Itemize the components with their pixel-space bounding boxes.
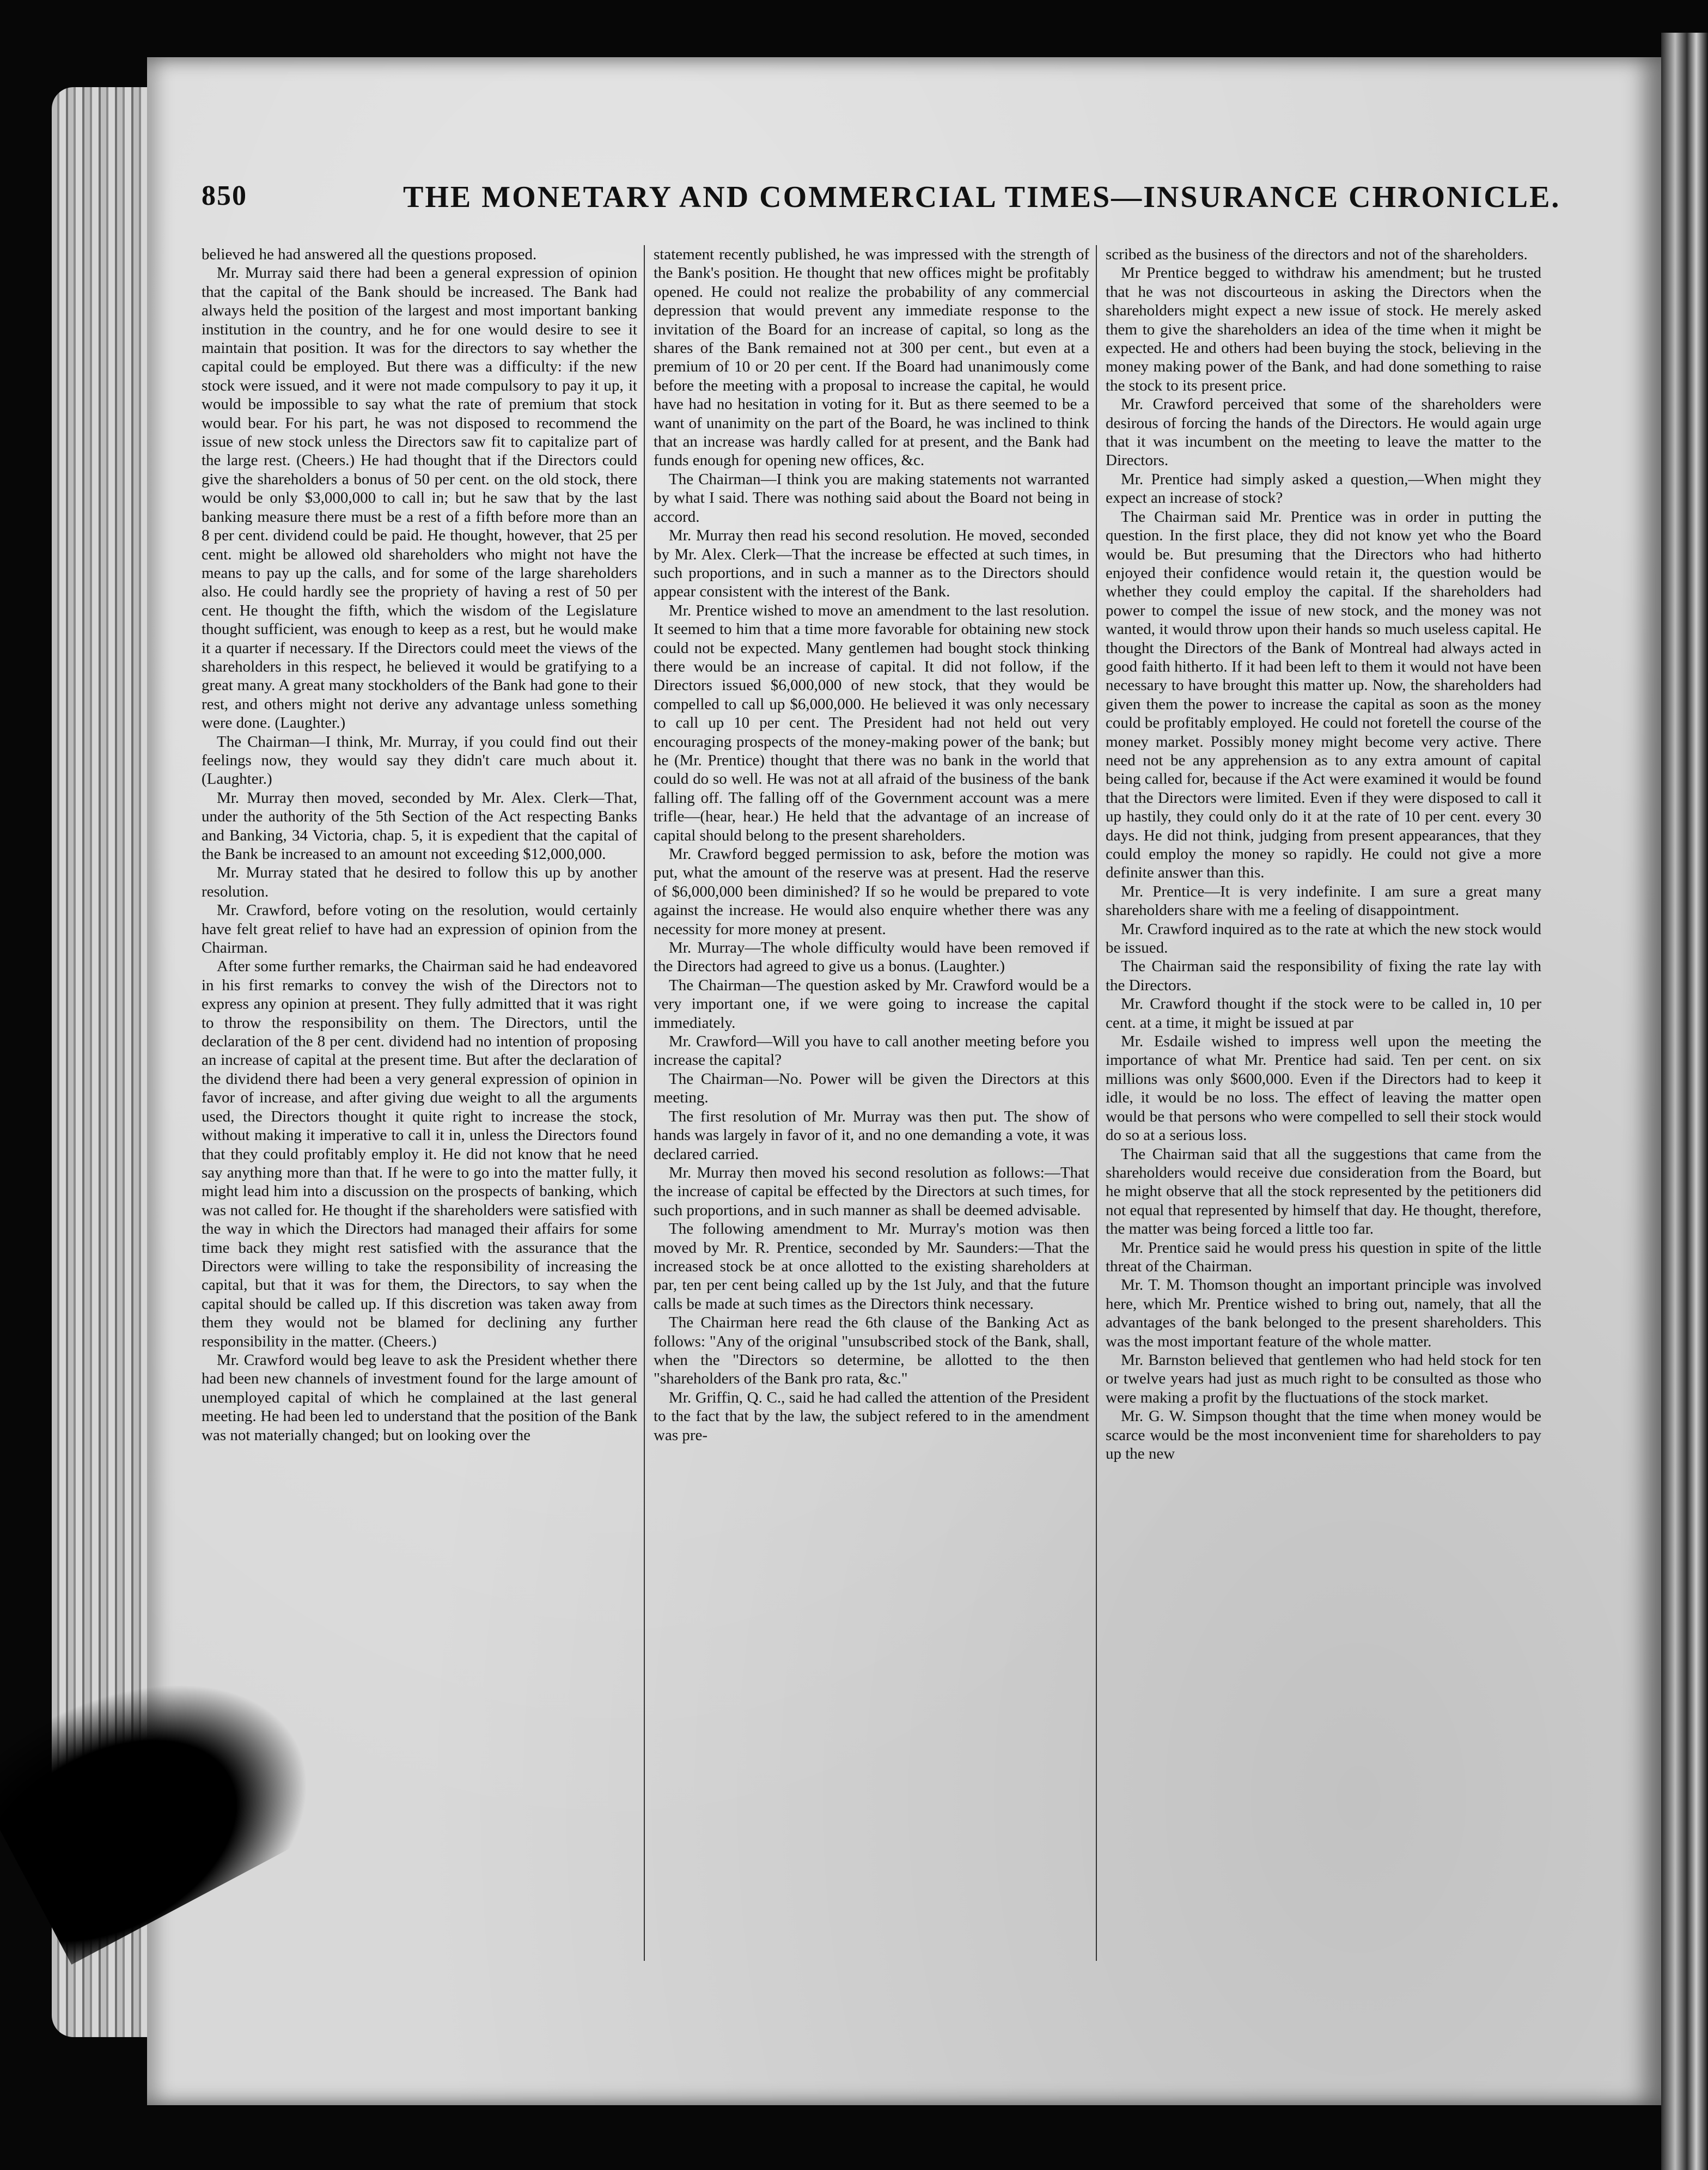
paragraph: scribed as the business of the directors and not of the shareholders. xyxy=(1106,246,1528,263)
paragraph: The first resolution of Mr. Murray was then put. The show of hands was largely in favor of it, and no one demanding a vote, it was declared carried. xyxy=(654,1107,1089,1163)
paragraph: Mr. Griffin, Q. C., said he had called the attention of the President to the fact that by the law, the subject refered to in the amendment was pre- xyxy=(654,1388,1089,1444)
running-title: THE MONETARY AND COMMERCIAL TIMES—INSURANCE CHRONICLE. xyxy=(403,180,1561,214)
paragraph: Mr. Crawford thought if the stock were to be called in, 10 per cent. at a time, it might be issued at par xyxy=(1106,995,1541,1032)
paragraph: Mr. Prentice wished to move an amendment to the last resolution. It seemed to him that a time more favorable for obtaining new stock could not be expected. Many gentlemen had bought stock thinking there would be an increase of capital. It did not follow, if the Directors issued $6,000,000 of new stock, that they would be compelled to call up $6,000,000. He believed it was only necessary to call up 10 per cent. The President had not held out very encouraging prospects of the money-making power of the bank; but he (Mr. Prentice) thought that there was no bank in the world that could do so well. He was not at all afraid of the business of the bank falling off. The falling off of the Government account was a mere trifle—(hear, hear.) He held that the advantage of an increase of capital should belong to the present shareholders. xyxy=(654,601,1089,844)
column-2 xyxy=(654,245,1089,1988)
column-3 xyxy=(1106,245,1541,1988)
page-number: 850 xyxy=(202,180,247,211)
paragraph: Mr. Murray said there had been a general expression of opinion that the capital of the Bank should be increased. The Bank had always held the position of the largest and most important banking institution in the country, and he for one would desire to see it maintain that position. It was for the directors to say whether the capital could be employed. But there was a difficulty: if the new stock were issued, and it were not made compulsory to pay it up, it would be impossible to say what the rate of premium that stock would bear. For his part, he was not disposed to recommend the issue of new stock unless the Directors saw fit to capitalize part of the large rest. (Cheers.) He had thought that if the Directors could give the shareholders a bonus of 50 per cent. on the old stock, there would be only $3,000,000 to call in; but he saw that by the last banking measure there must be a rest of a fifth before more than an 8 per cent. dividend could be paid. He thought, however, that 25 per cent. might be allowed old shareholders who might not have the means to pay up the calls, and for some of the large shareholders also. He could hardly see the propriety of having a rest of 50 per cent. He thought the fifth, which the wisdom of the Legislature thought sufficient, was enough to keep as a rest, but he would make it a quarter if necessary. If the Directors could meet the views of the shareholders in this respect, he believed it would be gratifying to a great many. A great many stockholders of the Bank had gone to their rest, and others might not derive any advantage unless something were done. (Laughter.) xyxy=(202,264,637,732)
paragraph: The Chairman—The question asked by Mr. Crawford would be a very important one, if we were going to increase the capital immediately. xyxy=(654,976,1089,1032)
paragraph: Mr. Crawford—Will you have to call another meeting before you increase the capital? xyxy=(654,1033,1089,1069)
column-rule xyxy=(644,245,645,1961)
paragraph: Mr. Murray stated that he desired to follow this up by another resolution. xyxy=(202,864,637,900)
paragraph: The Chairman said the responsibility of fixing the rate lay with the Directors. xyxy=(1106,958,1541,994)
paragraph: Mr. Crawford begged permission to ask, before the motion was put, what the amount of the reserve was at present. Had the reserve of $6,000,000 been diminished? If so he would be prepared to vote against the increase. He would also enquire whether there was any necessity for more money at present. xyxy=(654,845,1089,938)
article-columns xyxy=(202,245,1547,1988)
paragraph: The Chairman—I think you are making statements not warranted by what I said. There was nothing said about the Board not being in accord. xyxy=(654,470,1089,526)
paragraph: Mr. Crawford perceived that some of the shareholders were desirous of forcing the hands of the Directors. He would again urge that it was incumbent on the meeting to leave the matter to the Directors. xyxy=(1106,395,1541,470)
paragraph: Mr. Murray then moved, seconded by Mr. Alex. Clerk—That, under the authority of the 5th Section of the Act respecting Banks and Banking, 34 Victoria, chap. 5, it is expedient that the capital of the Bank be increased to an amount not exceeding $12,000,000. xyxy=(202,789,637,863)
paragraph: statement recently published, he was impressed with the strength of the Bank's position. He thought that new offices might be profitably opened. He could not realize the probability of any commercial depression that would prevent any immediate response to the invitation of the Board for an increase of capital, so long as the shares of the Bank remained not at 300 per cent., but even at a premium of 10 or 20 per cent. If the Board had unanimously come before the meeting with a proposal to increase the capital, he would have had no hesitation in voting for it. But as there seemed to be a want of unanimity on the part of the Board, he was inclined to think that an increase was hardly called for at present, and the Bank had funds enough for opening new offices, &c. xyxy=(654,246,1089,470)
paragraph: The Chairman said Mr. Prentice was in order in putting the question. In the first place, they did not know yet who the Board would be. But presuming that the Directors who had hitherto enjoyed their confidence would retain it, the question would be whether they could employ the capital. If the shareholders had power to compel the issue of new stock, and the money was not wanted, it would throw upon their hands so much useless capital. He thought the Directors of the Bank of Montreal had always acted in good faith hitherto. If it had been left to them it would not have been necessary to have brought this matter up. Now, the shareholders had given them the power to increase the capital as soon as the money could be profitably employed. He could not foretell the course of the money market. Possibly money might become very active. There need not be any apprehension as to any extra amount of capital being called for, because if the Act were examined it would be found that the Directors were limited. Even if they were disposed to call it up hastily, they could only do it at the rate of 10 per cent. every 30 days. He did not think, judging from present appearances, that they could employ the money so rapidly. He could not give a more definite answer than this. xyxy=(1106,508,1541,882)
paragraph: The following amendment to Mr. Murray's motion was then moved by Mr. R. Prentice, seconded by Mr. Saunders:—That the increased stock be at once allotted to the existing shareholders at par, ten per cent being called up by the 1st July, and that the future calls be made at such times as the Directors think necessary. xyxy=(654,1220,1089,1313)
paragraph: The Chairman—I think, Mr. Murray, if you could find out their feelings now, they would say they didn't care much about it. (Laughter.) xyxy=(202,733,637,788)
paragraph: Mr. Murray then moved his second resolution as follows:—That the increase of capital be effected by the Directors at such times, for such proportions, and in such manner as shall be deemed advisable. xyxy=(654,1163,1089,1219)
paragraph: Mr. Crawford would beg leave to ask the President whether there had been new channels of investment found for the large amount of unemployed capital of which he complained at the last general meeting. He had been led to understand that the position of the Bank was not materially changed; but on looking over the xyxy=(202,1351,637,1444)
paragraph: Mr. T. M. Thomson thought an important principle was involved here, which Mr. Prentice wished to bring out, namely, that all the advantages of the bank belonged to the present shareholders. This was the most important feature of the whole matter. xyxy=(1106,1276,1541,1350)
page-header xyxy=(202,180,1639,229)
paragraph: Mr. Crawford, before voting on the resolution, would certainly have felt great relief to have had an expression of opinion from the Chairman. xyxy=(202,901,637,957)
paragraph: Mr Prentice begged to withdraw his amendment; but he trusted that he was not discourteous in asking the Directors when the shareholders might expect a new issue of stock. He merely asked them to give the shareholders an idea of the time when it might be expected. He and others had been buying the stock, believing in the money making power of the Bank, and had done something to raise the stock to its present price. xyxy=(1106,264,1541,394)
paragraph: believed he had answered all the questions proposed. xyxy=(202,246,537,263)
paragraph: Mr. Barnston believed that gentlemen who had held stock for ten or twelve years had just as much right to be consulted as those who were making a profit by the fluctuations of the stock market. xyxy=(1106,1351,1541,1406)
paragraph: The Chairman—No. Power will be given the Directors at this meeting. xyxy=(654,1070,1089,1107)
paragraph: Mr. Esdaile wished to impress well upon the meeting the importance of what Mr. Prentice had said. Ten per cent. on six millions was only $600,000. Even if the Directors had to keep it idle, it would be no loss. The effect of leaving the matter open would be that persons who were compelled to sell their stock would do so at a serious loss. xyxy=(1106,1033,1541,1144)
paragraph: Mr. Prentice—It is very indefinite. I am sure a great many shareholders share with me a feeling of disappointment. xyxy=(1106,882,1541,919)
paragraph: After some further remarks, the Chairman said he had endeavored in his first remarks to convey the wish of the Directors not to express any opinion at present. They fully admitted that it was right to throw the responsibility on them. The Directors, until the declaration of the 8 per cent. dividend had no intention of proposing an increase of capital at the present time. But after the declaration of the dividend there had been a very general expression of opinion in favor of increase, and after giving due weight to all the arguments used, the Directors thought it quite right to increase the stock, without making it imperative to call it in, unless the Directors found that they could profitably employ it. He did not know that he need say anything more than that. If he were to go into the matter fully, it might lead him into a discussion on the prospects of banking, which was not called for. He thought if the shareholders were satisfied with the way in which the Directors had managed their affairs for some time back they might rest satisfied with the assurance that the Directors were willing to take the responsibility of increasing the capital, but that it was for them, the Directors, to say when the capital should be called up. If this discretion was taken away from them they would not be blamed for declining any further responsibility in the matter. (Cheers.) xyxy=(202,958,637,1350)
paragraph: Mr. Murray—The whole difficulty would have been removed if the Directors had agreed to give us a bonus. (Laughter.) xyxy=(654,939,1089,976)
column-rule xyxy=(1096,245,1097,1961)
paragraph: Mr. G. W. Simpson thought that the time when money would be scarce would be the most inconvenient time for shareholders to pay up the new xyxy=(1106,1407,1541,1462)
paragraph: Mr. Murray then read his second resolution. He moved, seconded by Mr. Alex. Clerk—That the increase be effected at such times, in such proportions, and in such a manner as to the Directors should appear consistent with the interest of the Bank. xyxy=(654,527,1089,601)
paragraph: The Chairman said that all the suggestions that came from the shareholders would receive due consideration from the Board, but he might observe that all the stock represented by the petitioners did not equal that represented by himself that day. He thought, therefore, the matter was being forced a little too far. xyxy=(1106,1145,1541,1238)
paragraph: Mr. Crawford inquired as to the rate at which the new stock would be issued. xyxy=(1106,920,1541,957)
paragraph: The Chairman here read the 6th clause of the Banking Act as follows: "Any of the original "unsubscribed stock of the Bank, shall, when the "Directors so determine, be allotted to the then "shareholders of the Bank pro rata, &c." xyxy=(654,1314,1089,1388)
paragraph: Mr. Prentice said he would press his question in spite of the little threat of the Chairman. xyxy=(1106,1239,1541,1275)
book-right-edge xyxy=(1661,33,1708,2170)
paragraph: Mr. Prentice had simply asked a question,—When might they expect an increase of stock? xyxy=(1106,470,1541,507)
